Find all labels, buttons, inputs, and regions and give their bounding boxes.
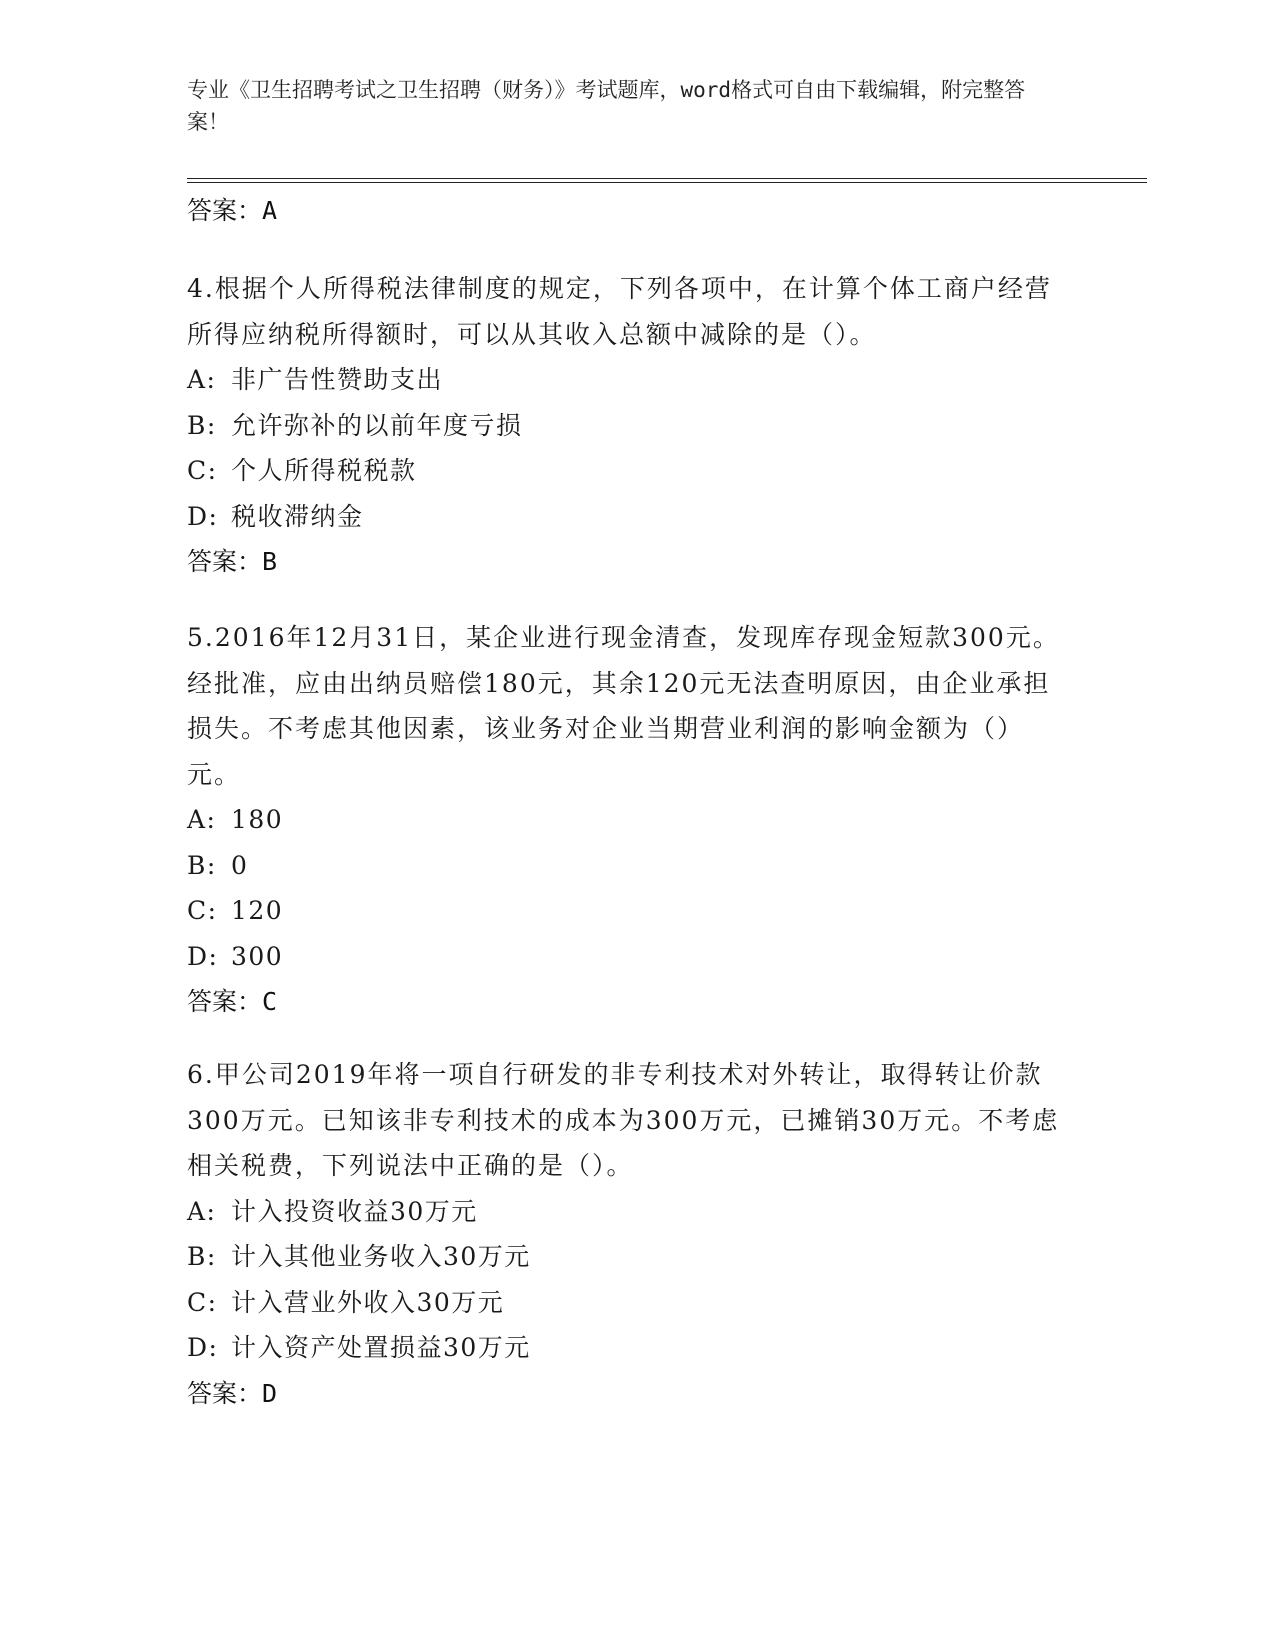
option-key: C:: [187, 896, 218, 925]
question-answer: 答案：C: [187, 987, 278, 1016]
question-5: [187, 615, 1067, 1024]
option-a: [187, 357, 1067, 403]
option-key: D:: [187, 501, 219, 531]
option-key: C:: [187, 1287, 218, 1317]
option-b: [187, 843, 1067, 889]
option-d: [187, 934, 1067, 980]
option-key: D:: [187, 1333, 219, 1362]
option-key: A:: [187, 365, 217, 394]
option-a: [187, 797, 1067, 843]
option-text: 计入营业外收入30万元: [231, 1287, 505, 1317]
option-text: 0: [231, 850, 249, 880]
option-text: 180: [231, 805, 284, 834]
option-b: [187, 403, 1067, 449]
option-key: B:: [187, 1242, 217, 1271]
header-divider: [187, 178, 1147, 183]
option-key: A:: [187, 805, 217, 834]
option-text: 税收滞纳金: [231, 501, 364, 531]
question-stem: 5.2016年12月31日，某企业进行现金清查，发现库存现金短款300元。经批准，应由出纳员赔偿180元，其余120元无法查明原因，由企业承担损失。不考虑其他因素，该业务对企业当期营业利润的影响金额为（）元。: [187, 623, 1060, 789]
option-text: 120: [231, 896, 284, 925]
option-text: 计入投资收益30万元: [231, 1196, 478, 1226]
option-text: 非广告性赞助支出: [231, 365, 444, 394]
option-key: A:: [187, 1196, 217, 1226]
option-key: D:: [187, 941, 219, 971]
question-stem: 4.根据个人所得税法律制度的规定，下列各项中，在计算个体工商户经营所得应纳税所得额时，可以从其收入总额中减除的是（）。: [187, 274, 1052, 349]
option-text: 个人所得税税款: [231, 456, 417, 485]
option-c: [187, 448, 1067, 494]
previous-question-answer: 答案：A: [187, 196, 278, 225]
option-b: [187, 1234, 1067, 1280]
option-text: 计入资产处置损益30万元: [231, 1333, 531, 1362]
option-key: B:: [187, 850, 217, 880]
question-stem: 6.甲公司2019年将一项自行研发的非专利技术对外转让，取得转让价款300万元。已知该非专利技术的成本为300万元，已摊销30万元。不考虑相关税费，下列说法中正确的是（）。: [187, 1060, 1060, 1180]
option-text: 计入其他业务收入30万元: [231, 1242, 531, 1271]
question-answer: 答案：D: [187, 1378, 278, 1408]
option-c: [187, 888, 1067, 934]
option-key: C:: [187, 456, 218, 485]
question-answer: 答案：B: [187, 547, 278, 576]
document-header: 专业《卫生招聘考试之卫生招聘（财务）》考试题库，word格式可自由下载编辑，附完整答案！: [187, 78, 1026, 134]
option-d: [187, 1325, 1067, 1371]
question-4: [187, 266, 1067, 584]
option-c: [187, 1280, 1067, 1326]
option-d: [187, 494, 1067, 540]
option-key: B:: [187, 410, 217, 440]
option-text: 300: [231, 941, 284, 971]
option-text: 允许弥补的以前年度亏损: [231, 410, 523, 440]
question-6: [187, 1052, 1067, 1416]
option-a: [187, 1189, 1067, 1235]
